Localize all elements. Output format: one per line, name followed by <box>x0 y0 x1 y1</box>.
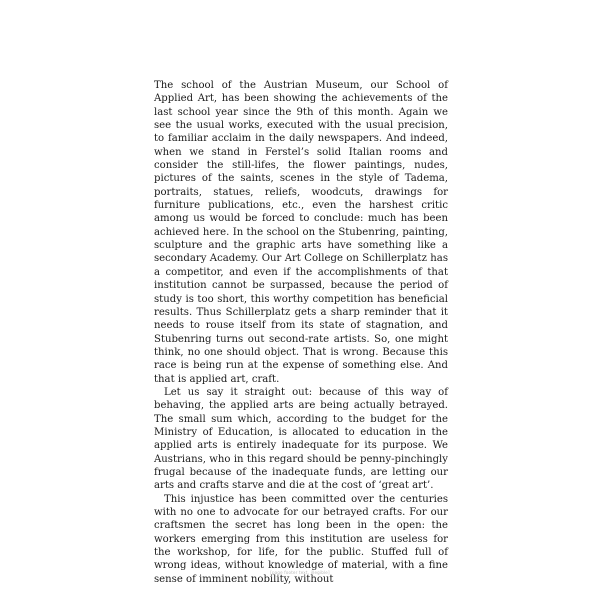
page-footer: [page footer text, illegible] <box>270 570 330 575</box>
paragraph-3: This injustice has been committed over the centuries with no one to advocate for our betrayed crafts. For our craftsmen the secret has long been in the open: the workers emerging from this institution are useless for the workshop, for life, for the public. Stuffed full of wrong ideas, without knowledge of material, with a fine sense of imminent nobility, without <box>154 493 448 585</box>
paragraph-1: The school of the Austrian Museum, our School of Applied Art, has been showing the achievements of the last school year since the 9th of this month. Again we see the usual works, executed with the usual precision, to familiar acclaim in the daily newspapers. And indeed, when we stand in Ferstel’s solid Italian rooms and consider the still-lifes, the flower paintings, nudes, pictures of the saints, scenes in the style of Tadema, portraits, statues, reliefs, woodcuts, drawings for furniture publications, etc., even the harshest critic among us would be forced to conclude: much has been achieved here. In the school on the Stubenring, painting, sculpture and the graphic arts have something like a secondary Academy. Our Art College on Schillerplatz has a competitor, and even if the accomplishments of that institution cannot be surpassed, because the period of study is too short, this worthy competition has beneficial results. Thus Schillerplatz gets a sharp reminder that it needs to rouse itself from its state of stagnation, and Stubenring turns out second-rate artists. So, one might think, no one should object. That is wrong. Because this race is being run at the expense of something else. And that is applied art, craft. <box>154 80 448 385</box>
body-text <box>154 79 448 586</box>
paragraph-2: Let us say it straight out: because of this way of behaving, the applied arts are being actually betrayed. The small sum which, according to the budget for the Ministry of Education, is allocated to education in the applied arts is entirely inadequate for its purpose. We Austrians, who in this regard should be penny-pinchingly frugal because of the inadequate funds, are letting our arts and crafts starve and die at the cost of ‘great art’. <box>154 386 448 492</box>
